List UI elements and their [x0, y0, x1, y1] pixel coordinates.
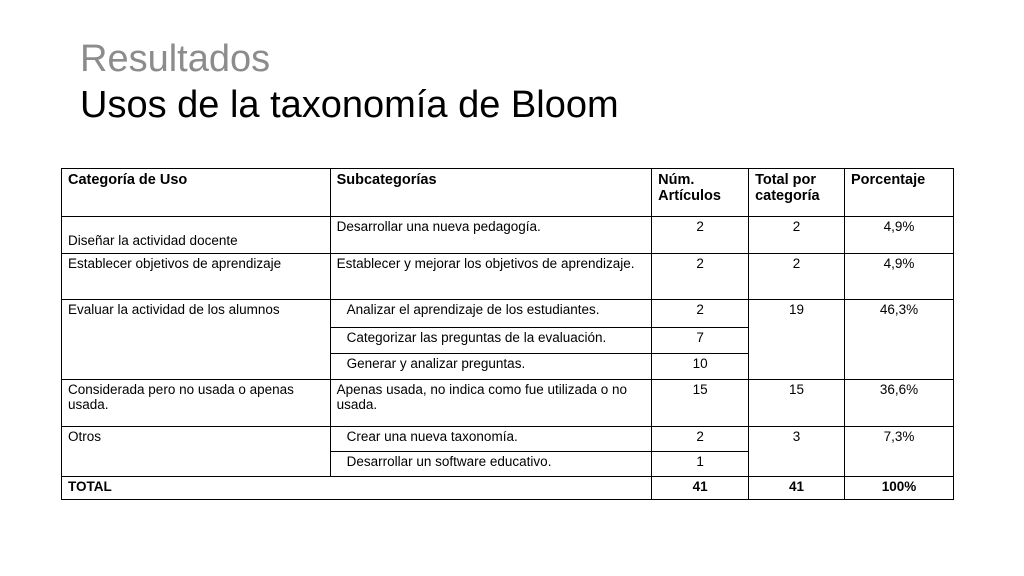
page-title: Resultados: [80, 38, 271, 80]
total-label: TOTAL: [62, 477, 652, 500]
page-subtitle: Usos de la taxonomía de Bloom: [80, 84, 619, 126]
total-row: [62, 477, 954, 500]
title-block: [80, 36, 619, 128]
count-cell: 10: [652, 354, 749, 380]
count-cell: 2: [652, 300, 749, 328]
total-percent: 100%: [845, 477, 954, 500]
percent-cell: 46,3%: [845, 300, 954, 380]
category-cell: Considerada pero no usada o apenas usada.: [62, 380, 331, 427]
results-table: [61, 168, 954, 500]
count-cell: 1: [652, 452, 749, 477]
table-row: [62, 300, 954, 328]
count-cell: 15: [652, 380, 749, 427]
total-cell: 2: [749, 254, 845, 300]
count-cell: 7: [652, 328, 749, 354]
count-cell: 2: [652, 427, 749, 452]
total-count: 41: [652, 477, 749, 500]
subcategory-cell: Desarrollar una nueva pedagogía.: [330, 217, 652, 254]
subcategory-cell: Crear una nueva taxonomía.: [330, 427, 652, 452]
count-cell: 2: [652, 217, 749, 254]
total-cell: 19: [749, 300, 845, 380]
category-cell: Establecer objetivos de aprendizaje: [62, 254, 331, 300]
percent-cell: 7,3%: [845, 427, 954, 477]
total-cell: 3: [749, 427, 845, 477]
category-cell: Evaluar la actividad de los alumnos: [62, 300, 331, 380]
category-cell: Diseñar la actividad docente: [62, 217, 331, 254]
subcategory-cell: Categorizar las preguntas de la evaluación.: [330, 328, 652, 354]
category-cell: Otros: [62, 427, 331, 477]
column-header: Categoría de Uso: [62, 169, 331, 217]
subcategory-cell: Analizar el aprendizaje de los estudiantes.: [330, 300, 652, 328]
table-row: [62, 217, 954, 254]
total-cell: 2: [749, 217, 845, 254]
total-total: 41: [749, 477, 845, 500]
table-header-row: [62, 169, 954, 217]
table-row: [62, 254, 954, 300]
column-header: Total por categoría: [749, 169, 845, 217]
table-row: [62, 380, 954, 427]
percent-cell: 4,9%: [845, 217, 954, 254]
column-header: Núm. Artículos: [652, 169, 749, 217]
column-header: Porcentaje: [845, 169, 954, 217]
column-header: Subcategorías: [330, 169, 652, 217]
total-cell: 15: [749, 380, 845, 427]
percent-cell: 36,6%: [845, 380, 954, 427]
subcategory-cell: Desarrollar un software educativo.: [330, 452, 652, 477]
percent-cell: 4,9%: [845, 254, 954, 300]
table-row: [62, 427, 954, 452]
count-cell: 2: [652, 254, 749, 300]
subcategory-cell: Generar y analizar preguntas.: [330, 354, 652, 380]
subcategory-cell: Establecer y mejorar los objetivos de aprendizaje.: [330, 254, 652, 300]
subcategory-cell: Apenas usada, no indica como fue utilizada o no usada.: [330, 380, 652, 427]
